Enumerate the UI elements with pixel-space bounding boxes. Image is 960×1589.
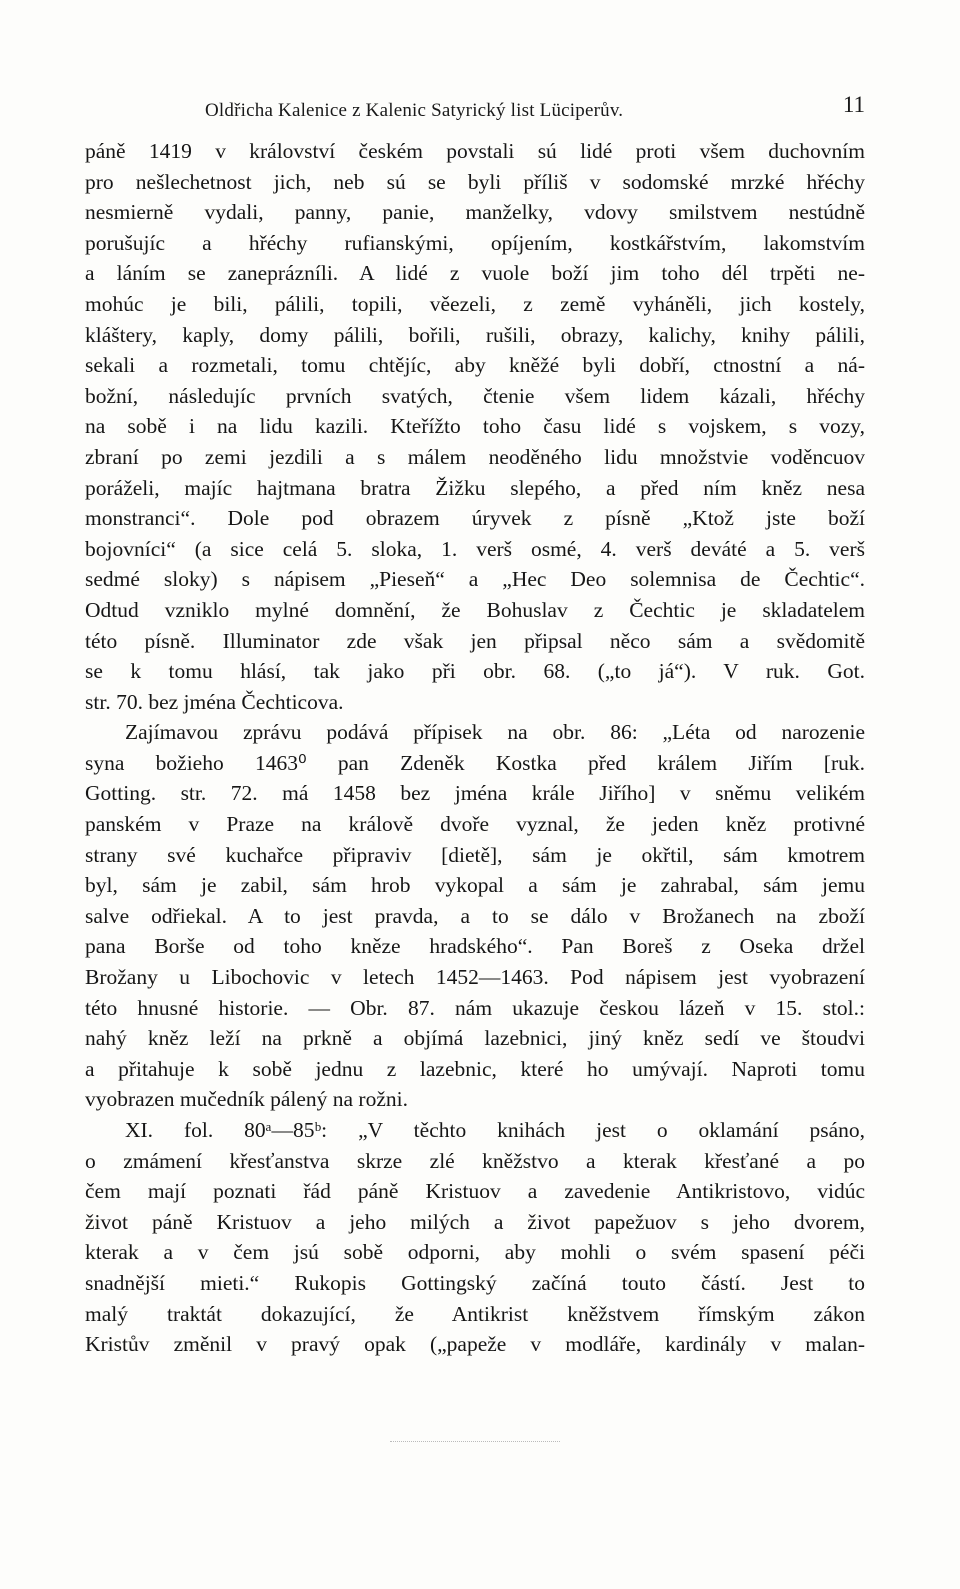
text-line: této hnusné historie. — Obr. 87. nám ukazuje českou lázeň v 15. stol.: — [85, 995, 865, 1020]
text-line: XI. fol. 80ᵃ—85ᵇ: „V těchto knihách jest o oklamání psáno, — [125, 1118, 865, 1142]
text-line: pana Borše od toho kněze hradského“. Pan Boreš z Oseka držel — [85, 934, 865, 959]
body-text — [85, 136, 865, 1360]
text-line: život páně Kristuov a jeho milých a život papežuov s jeho dvorem, — [85, 1209, 865, 1234]
printer-mark — [390, 1441, 560, 1446]
text-line: božní, následujíc prvních svatých, čtenie všem lidem kázali, hřéchy — [85, 383, 865, 408]
text-line: vyobrazen mučedník pálený na rožni. — [85, 1087, 408, 1112]
text-line: čem mají poznati řád páně Kristuov a zavedenie Antikristovo, vidúc — [85, 1179, 865, 1204]
text-line: panském v Praze na králově dvoře vyznal, že jeden kněz protivné — [85, 812, 865, 837]
text-line: salve odřiekal. A to jest pravda, a to se dálo v Brožanech na zboží — [85, 903, 865, 928]
text-line: kterak a v čem jsú sobě odporni, aby mohli o svém spasení péči — [85, 1240, 865, 1265]
text-line: monstranci“. Dole pod obrazem úryvek z písně „Ktož jste boží — [85, 506, 865, 531]
running-title: Oldřicha Kalenice z Kalenic Satyrický list Lüciperův. — [205, 100, 624, 121]
text-line: Kristův změnil v pravý opak („papeže v modláře, kardinály v malan- — [85, 1332, 865, 1357]
text-line: páně 1419 v království českém povstali sú lidé proti všem duchovním — [85, 139, 865, 163]
text-line: na sobě i na lidu kazili. Kteřížto toho času lidé s vojskem, s vozy, — [85, 414, 865, 439]
text-line: o zmámení křesťanstva skrze zlé kněžstvo a kterak křesťané a po — [85, 1148, 865, 1173]
page-header — [205, 92, 865, 132]
text-line: zbraní po zemi jezdili a s málem neoděného lidu množstvie voděncuov — [85, 444, 865, 469]
text-line: nahý kněz leží na prkně a objímá lazebnici, jiný kněz sedí ve štoudvi — [85, 1026, 865, 1051]
text-line: bojovníci“ (a sice celá 5. sloka, 1. verš osmé, 4. verš deváté a 5. verš — [85, 536, 865, 561]
text-line: sekali a rozmetali, tomu chtějíc, aby kněžé byli dobří, ctnostní a ná- — [85, 353, 865, 378]
text-line: této písně. Illuminator zde však jen připsal něco sám a svědomitě — [85, 628, 865, 653]
text-line: Brožany u Libochovic v letech 1452—1463. Pod nápisem jest vyobrazení — [85, 965, 865, 990]
text-line: sedmé sloky) s nápisem „Pieseň“ a „Hec Deo solemnisa de Čechtic“. — [85, 567, 865, 592]
text-line: a přitahuje k sobě jednu z lazebnic, které ho umývají. Naproti tomu — [85, 1056, 865, 1081]
text-line: byl, sám je zabil, sám hrob vykopal a sám je zahrabal, sám jemu — [85, 873, 865, 898]
text-line: Gotting. str. 72. má 1458 bez jména krále Jiřího] v sněmu velikém — [85, 781, 865, 806]
text-line: poráželi, majíc hajtmana bratra Žižku slepého, a před ním kněz nesa — [85, 475, 865, 500]
text-line: pro nešlechetnost jich, neb sú se byli příliš v sodomské mrzké hřéchy — [85, 169, 865, 194]
text-line: Zajímavou zprávu podává přípisek na obr. 86: „Léta od narozenie — [125, 720, 865, 745]
text-line: se k tomu hlásí, tak jako při obr. 68. („to já“). V ruk. Got. — [85, 659, 865, 684]
text-line: mohúc je bili, pálili, topili, věezeli, z země vyháněli, jich kostely, — [85, 291, 865, 316]
text-line: strany své kuchařce připraviv [dietě], sám je okřtil, sám kmotrem — [85, 842, 865, 867]
text-line: snadnější mieti.“ Rukopis Gottingský začíná touto částí. Jest to — [85, 1270, 865, 1295]
text-line: a láním se zaneprázníli. A lidé z vuole boží jim toho dél trpěti ne- — [85, 261, 865, 286]
text-line: porušujíc a hřéchy rufianskými, opíjením, kostkářstvím, lakomstvím — [85, 230, 865, 255]
text-line: nesmierně vydali, panny, panie, manželky, vdovy smilstvem nestúdně — [85, 200, 865, 225]
text-line: syna božieho 1463⁰ pan Zdeněk Kostka před králem Jiřím [ruk. — [85, 750, 865, 775]
text-line: str. 70. bez jména Čechticova. — [85, 689, 344, 714]
text-line: kláštery, kaply, domy pálili, bořili, rušili, obrazy, kalichy, knihy pálili, — [85, 322, 865, 347]
page-number: 11 — [842, 92, 865, 117]
text-line: Odtud vzniklo mylné domnění, že Bohuslav z Čechtic je skladatelem — [85, 597, 865, 622]
text-line: malý traktát dokazující, že Antikrist kněžstvem římským zákon — [85, 1301, 865, 1326]
